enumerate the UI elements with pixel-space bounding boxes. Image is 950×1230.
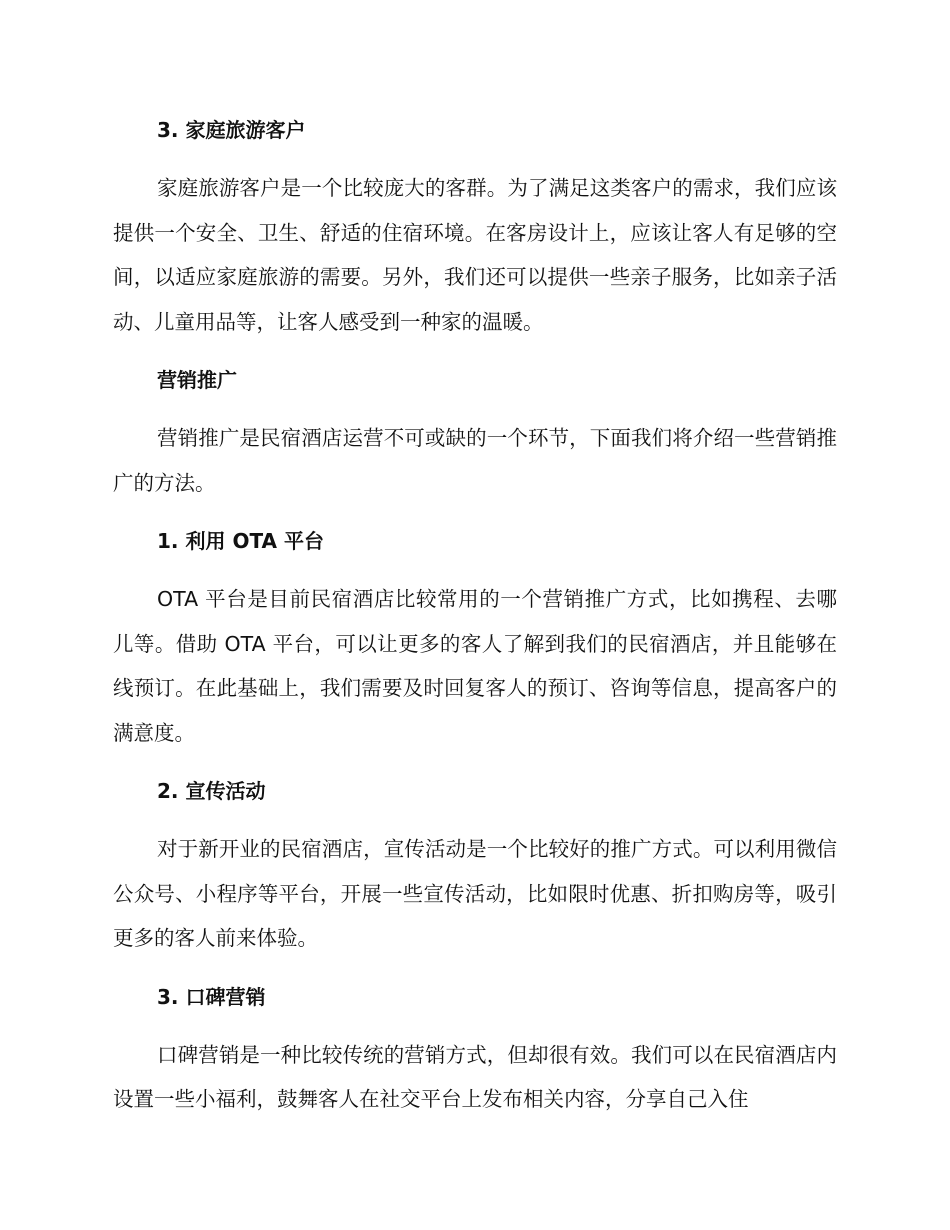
section-heading-family-travel: 3. 家庭旅游客户	[157, 118, 306, 142]
paragraph-promotion: 对于新开业的民宿酒店，宣传活动是一个比较好的推广方式。可以利用微信公众号、小程序等平台，开展一些宣传活动，比如限时优惠、折扣购房等，吸引更多的客人前来体验。	[113, 837, 837, 950]
section-heading-ota: 1. 利用 OTA 平台	[157, 529, 324, 553]
section-heading-promotion: 2. 宣传活动	[157, 779, 266, 803]
paragraph-family-travel: 家庭旅游客户是一个比较庞大的客群。为了满足这类客户的需求，我们应该提供一个安全、卫生、舒适的住宿环境。在客房设计上，应该让客人有足够的空间，以适应家庭旅游的需要。另外，我们还可以提供一些亲子服务，比如亲子活动、儿童用品等，让客人感受到一种家的温暖。	[113, 176, 837, 334]
paragraph-ota: OTA 平台是目前民宿酒店比较常用的一个营销推广方式，比如携程、去哪儿等。借助 OTA 平台，可以让更多的客人了解到我们的民宿酒店，并且能够在线预订。在此基础上，我们需要及时回复客人的预订、咨询等信息，提高客户的满意度。	[113, 587, 837, 745]
paragraph-word-of-mouth: 口碑营销是一种比较传统的营销方式，但却很有效。我们可以在民宿酒店内设置一些小福利，鼓舞客人在社交平台上发布相关内容，分享自己入住	[113, 1042, 837, 1111]
section-heading-word-of-mouth: 3. 口碑营销	[157, 984, 266, 1009]
document-page	[113, 108, 837, 1122]
paragraph-marketing-intro: 营销推广是民宿酒店运营不可或缺的一个环节，下面我们将介绍一些营销推广的方法。	[113, 426, 837, 495]
section-heading-marketing: 营销推广	[157, 368, 237, 392]
